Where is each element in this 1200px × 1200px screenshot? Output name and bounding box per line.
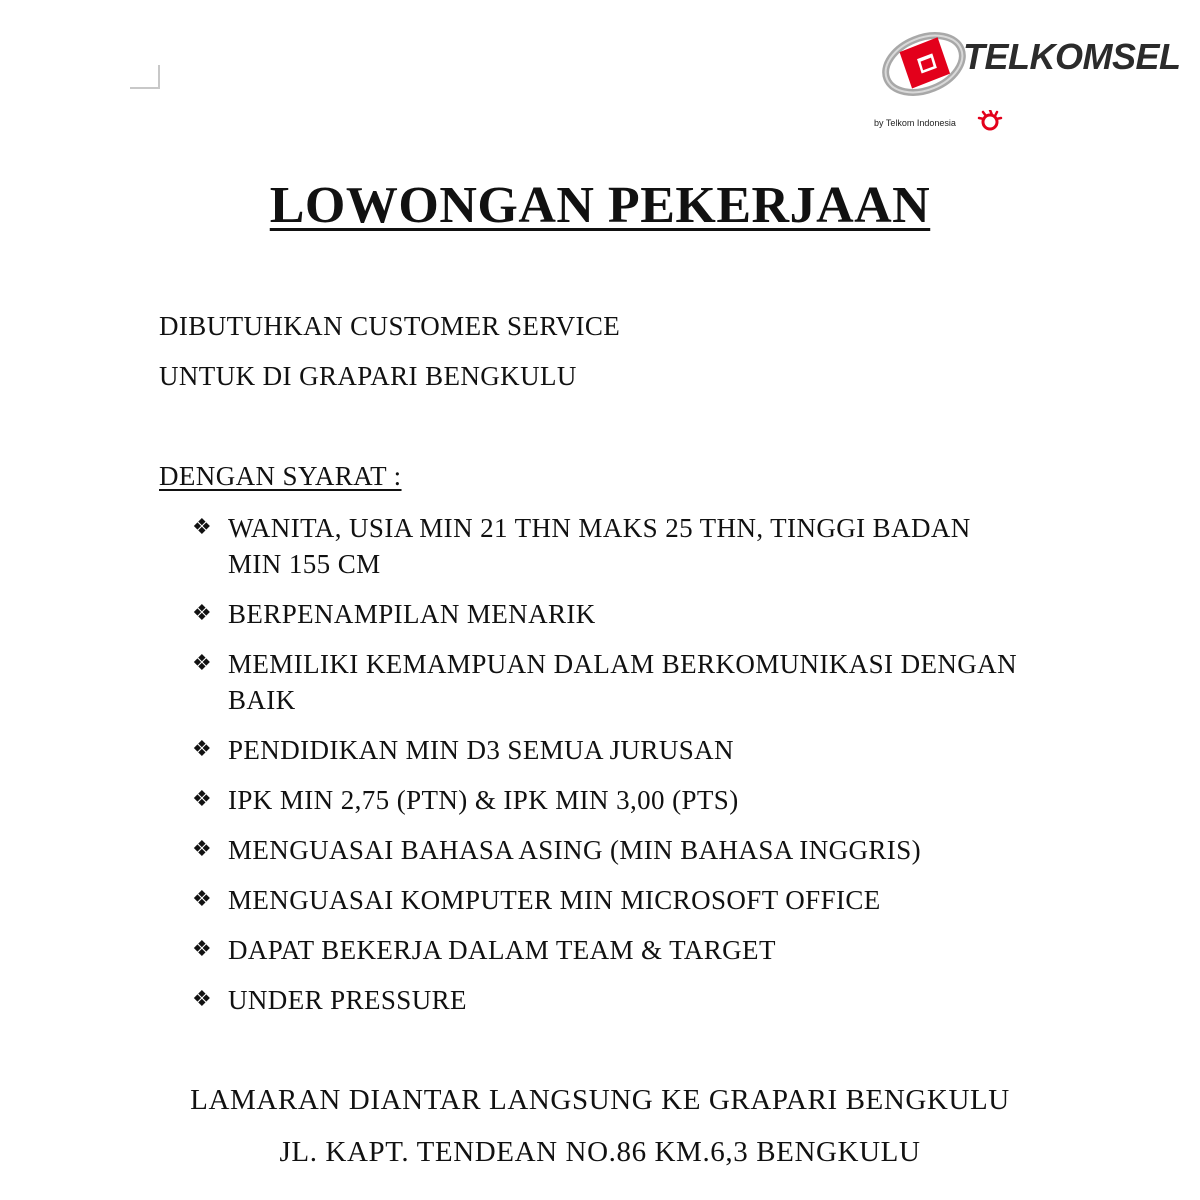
intro-line: DIBUTUHKAN CUSTOMER SERVICE [159,311,621,341]
footer-address: JL. KAPT. TENDEAN NO.86 KM.6,3 BENGKULU [279,1136,921,1168]
requirement-text: DAPAT BEKERJA DALAM TEAM & TARGET [228,935,776,965]
intro-line: UNTUK DI GRAPARI BENGKULU [159,361,577,391]
requirement-text: PENDIDIKAN MIN D3 SEMUA JURUSAN [228,735,734,765]
requirement-text: WANITA, USIA MIN 21 THN MAKS 25 THN, TINGGI BADAN MIN 155 CM [228,513,971,579]
requirement-text: MEMILIKI KEMAMPUAN DALAM BERKOMUNIKASI DENGAN BAIK [228,649,1017,715]
telkom-indonesia-icon [977,110,1003,132]
footer-instruction: LAMARAN DIANTAR LANGSUNG KE GRAPARI BENGKULU [190,1084,1010,1116]
requirement-text: MENGUASAI BAHASA ASING (MIN BAHASA INGGRIS) [228,835,922,865]
requirement-text: MENGUASAI KOMPUTER MIN MICROSOFT OFFICE [228,885,881,915]
logo-byline: by Telkom Indonesia [874,118,956,128]
list-item [192,732,1052,768]
diamond-bullet-icon: ❖ [192,887,213,912]
list-item [192,932,1052,968]
list-item [192,510,1008,582]
requirements-heading: DENGAN SYARAT : [159,461,402,491]
telkomsel-logo-icon [878,18,970,110]
logo-wordmark: TELKOMSEL [963,36,1181,77]
list-item [192,832,1052,868]
diamond-bullet-icon: ❖ [192,787,213,812]
diamond-bullet-icon: ❖ [192,937,213,962]
list-item [192,646,1048,718]
diamond-bullet-icon: ❖ [192,737,213,762]
requirements-list [192,510,1052,1032]
page-title [0,176,1200,235]
list-item [192,596,1052,632]
diamond-bullet-icon: ❖ [192,601,213,626]
logo-byline-group [874,110,1004,140]
page-title-text: LOWONGAN PEKERJAAN [269,177,931,234]
diamond-bullet-icon: ❖ [192,515,213,540]
list-item [192,882,1052,918]
requirement-text: IPK MIN 2,75 (PTN) & IPK MIN 3,00 (PTS) [228,785,739,815]
list-item [192,982,1052,1018]
diamond-bullet-icon: ❖ [192,837,213,862]
diamond-bullet-icon: ❖ [192,651,213,676]
requirement-text: UNDER PRESSURE [228,985,467,1015]
diamond-bullet-icon: ❖ [192,987,213,1012]
requirement-text: BERPENAMPILAN MENARIK [228,599,596,629]
page-corner-mark [130,65,160,89]
telkomsel-logo [870,14,1181,139]
list-item [192,782,1052,818]
